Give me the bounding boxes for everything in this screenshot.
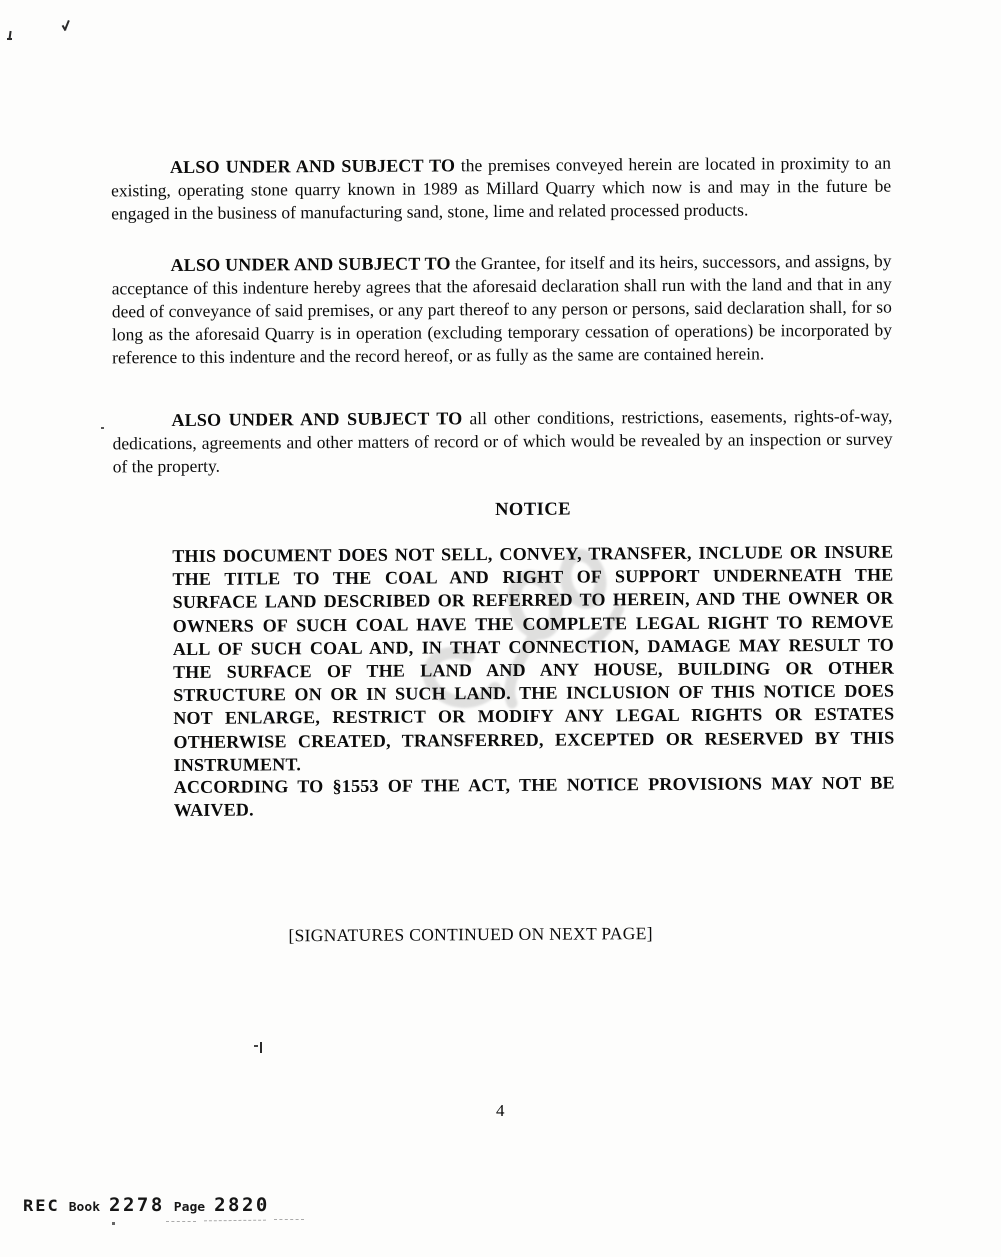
scan-speck	[7, 38, 12, 40]
paragraph-text: the Grantee, for itself and its heirs, successors, and assigns, by acceptance of this indenture hereby agrees that the aforesaid declaration shall run with the land and that in any deed of conveyance of said premises, or any part thereof to any person or persons, said declaration shall, for so long as the aforesaid Quarry is in operation (excluding temporary cessation of operations) be incorporated by reference to this indenture and the record hereof, or as fully as the same are contained herein.	[111, 250, 893, 368]
stamp-book-label: Book	[68, 1200, 101, 1215]
page-number: 4	[496, 1101, 505, 1120]
paragraph-text: the premises conveyed herein are located in proximity to an existing, operating stone quarry known in 1989 as Millard Quarry which now is and may in the future be engaged in the business of manufacturing sand, stone, lime and related processed products.	[111, 152, 892, 224]
scan-dash-artifact	[274, 1219, 304, 1220]
notice-addendum: ACCORDING TO §1553 OF THE ACT, THE NOTICE PROVISIONS MAY NOT BE WAIVED.	[173, 772, 895, 821]
paragraph-lead: ALSO UNDER AND SUBJECT TO	[171, 408, 463, 431]
signature-continuation-note: [SIGNATURES CONTINUED ON NEXT PAGE]	[288, 923, 653, 946]
paragraph-text: all other conditions, restrictions, easements, rights-of-way, dedications, agreements and other matters of record or of which would be revealed by an inspection or survey of the property.	[112, 405, 893, 477]
paragraph-also-2	[111, 250, 892, 370]
paragraph-lead: ALSO UNDER AND SUBJECT TO	[169, 155, 456, 178]
document-body	[110, 0, 898, 1257]
stamp-book-number: 2278	[109, 1194, 165, 1216]
scan-speck	[254, 1045, 258, 1047]
stamp-page-label: Page	[173, 1200, 206, 1215]
scan-speck	[112, 1222, 115, 1225]
recorder-stamp	[23, 1194, 270, 1215]
notice-heading: NOTICE	[494, 499, 572, 521]
paragraph-lead: ALSO UNDER AND SUBJECT TO	[170, 253, 451, 276]
stamp-rec-label: REC	[23, 1196, 60, 1216]
paragraph-also-3	[112, 405, 892, 479]
scan-speck	[101, 427, 104, 429]
scan-dash-artifact	[166, 1221, 196, 1222]
notice-body: THIS DOCUMENT DOES NOT SELL, CONVEY, TRANSFER, INCLUDE OR INSURE THE TITLE TO THE COAL AND RIGHT OF SUPPORT UNDERNEATH THE SURFACE LAND DESCRIBED OR REFERRED TO HEREIN, AND THE OWNER OR OWNERS OF SUCH COAL HAVE THE COMPLETE LEGAL RIGHT TO REMOVE ALL OF SUCH COAL AND, IN THAT CONNECTION, DAMAGE MAY RESULT TO THE SURFACE OF THE LAND AND ANY HOUSE, BUILDING OR OTHER STRUCTURE ON OR IN SUCH LAND. THE INCLUSION OF THIS NOTICE DOES NOT ENLARGE, RESTRICT OR MODIFY ANY LEGAL RIGHTS OR ESTATES OTHERWISE CREATED, TRANSFERRED, EXCEPTED OR RESERVED BY THIS INSTRUMENT.	[172, 541, 895, 775]
stamp-page-number: 2820	[214, 1194, 270, 1216]
paragraph-also-1	[111, 152, 891, 226]
scan-speck	[260, 1042, 262, 1053]
